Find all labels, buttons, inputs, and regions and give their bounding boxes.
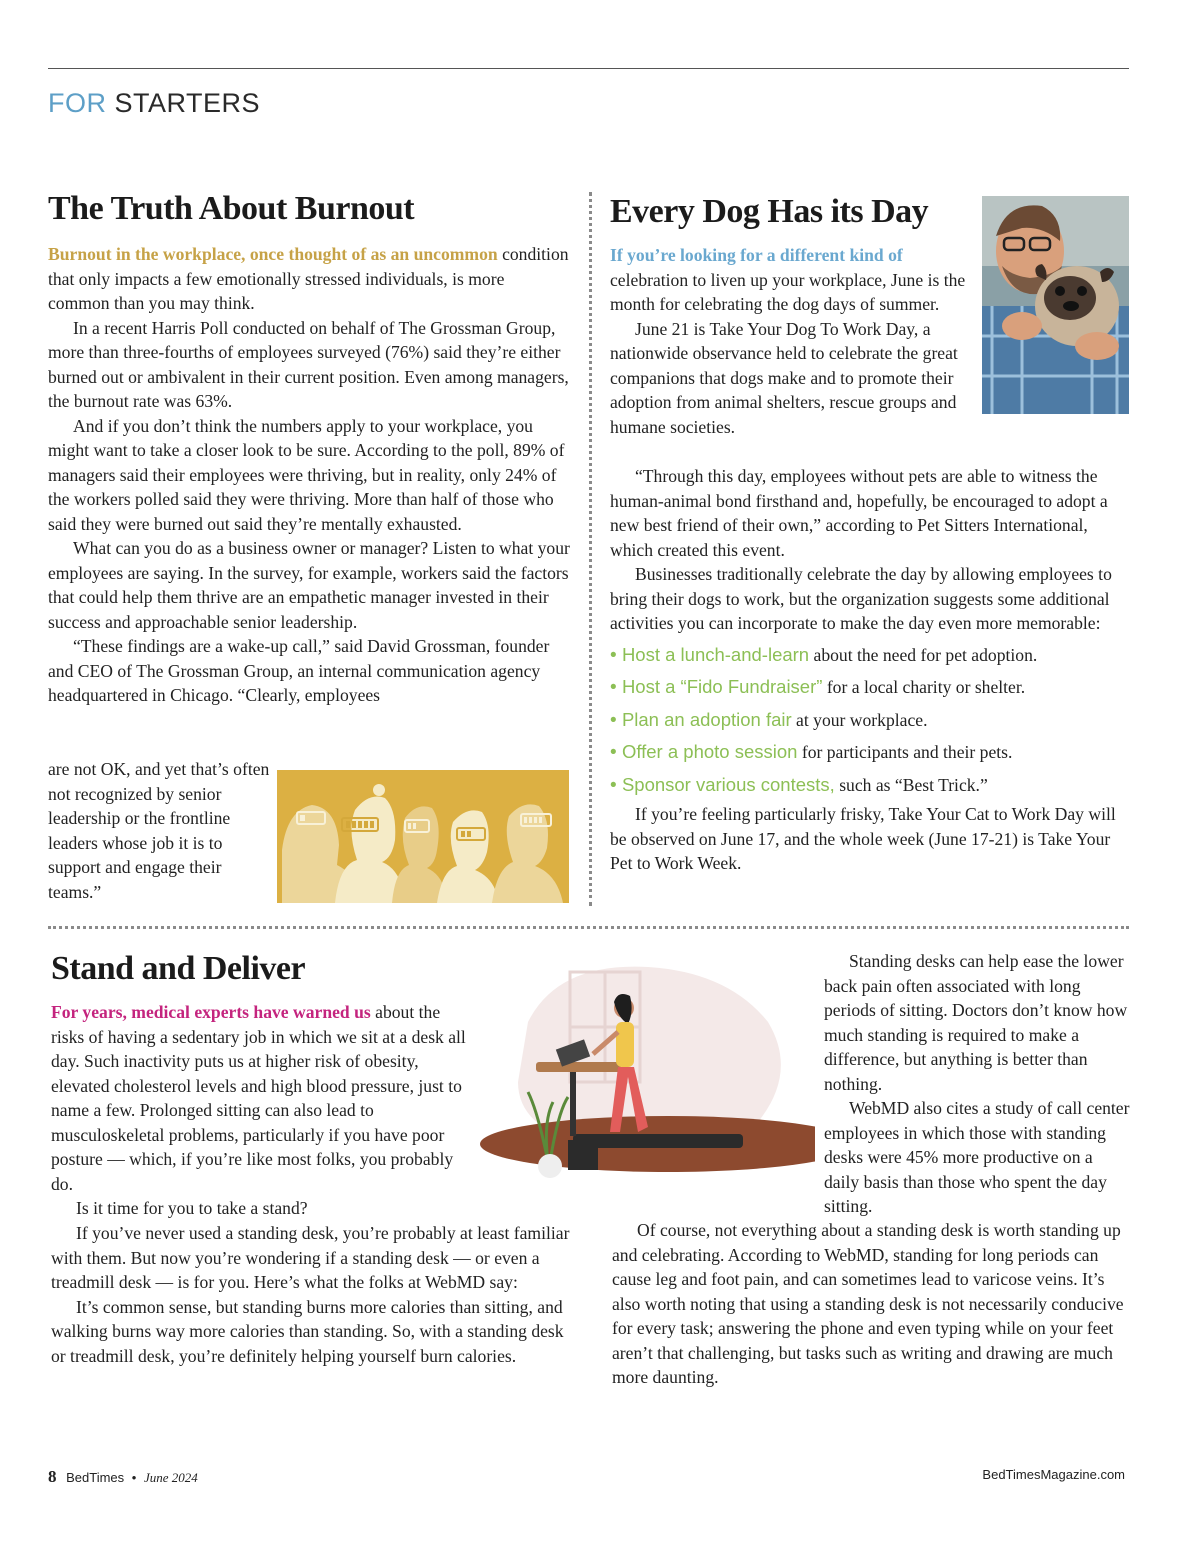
bullet-text: for participants and their pets. [797,742,1013,762]
section-label [48,88,260,119]
burnout-paragraph-3: And if you don’t think the numbers apply to your workplace, you might want to take a closer look to be sure. According to the poll, 89% of managers said their employees were thriving, but in reality, only 24% of the workers polled said they were thriving. More than half of those who said they were burned out said they’re mentally exhausted. [48,415,565,534]
stand-paragraph-2: Is it time for you to take a stand? [76,1198,308,1218]
dog-paragraph-5: If you’re feeling particularly frisky, Take Your Cat to Work Day will be observed on June 17, and the whole week (June 17-21) is Take Your Pet to Work Week. [610,804,1116,873]
bullet-icon: • [610,644,622,666]
burnout-paragraph-5: “These findings are a wake-up call,” said David Grossman, founder and CEO of The Grossman Group, an internal communication agency headquartered in Chicago. “Clearly, employees [48,636,550,705]
burnout-body [48,242,570,708]
list-item [610,707,1130,734]
bullet-icon: • [610,774,622,796]
bullet-icon: • [610,677,622,698]
man-with-pug-icon [982,196,1129,414]
bullet-highlight: Host a “Fido Fundraiser” [621,676,823,697]
bullet-text: about the need for pet adoption. [809,644,1038,665]
dog-photo [982,196,1129,414]
burnout-paragraph-2: In a recent Harris Poll conducted on behalf of The Grossman Group, more than three-fourths of employees surveyed (76%) said they’re either burned out or ambivalent in their current position. Even among managers, the burnout rate was 63%. [48,317,569,411]
footer-left [48,1467,198,1487]
dog-paragraph-2: June 21 is Take Your Dog To Work Day, a nationwide observance held to celebrate the great companions that dogs make and to promote their adoption from animal shelters, rescue groups and humane societies. [610,318,958,437]
burnout-body-continued [48,757,270,904]
stand-paragraph-6: WebMD also cites a study of call center employees in which those with standing desks were 45% more productive on a daily basis than those who spent the day sitting. [824,1098,1130,1216]
footer-website: BedTimesMagazine.com [982,1467,1125,1482]
section-divider [48,926,1129,929]
issue-date: June 2024 [143,1470,198,1485]
list-item [610,739,1130,766]
battery-people-icon [277,770,569,903]
dog-p1-text: celebration to liven up your workplace, June is the month for celebrating the dog days of summer. [610,269,966,314]
bullet-text: at your workplace. [791,709,928,730]
burnout-paragraph-1 [48,242,570,316]
dog-paragraph-3: “Through this day, employees without pets are able to witness the human-animal bond firsthand and, hopefully, be encouraged to adopt a new best friend of their own,” according to Pet Sitters International, which created this event. [610,466,1108,560]
page-number: 8 [48,1467,57,1486]
standing-desk-illustration [478,962,815,1180]
stand-body-lower [51,1221,573,1368]
bullet-icon: • [610,742,622,763]
stand-p1-text: about the risks of having a sedentary job in which we sit at a desk all day. Such inactivity puts us at higher risk of obesity, elevated cholesterol levels and high blood pressure, just to name a few. Prolonged sitting can also lead to musculoskeletal problems, particularly if you have poor posture — which, if you’re like most folks, you probably do. [51,1002,466,1194]
stand-paragraph-4: It’s common sense, but standing burns more calories than sitting, and walking burns way more calories than standing. So, with a standing desk or treadmill desk, you’re definitely helping yourself burn calories. [51,1296,564,1366]
stand-lead: For years, medical experts have warned us [51,1002,371,1022]
bullet-text: such as “Best Trick.” [834,774,988,795]
list-item [610,674,1130,701]
stand-paragraph-1 [51,1000,471,1196]
burnout-paragraph-6: are not OK, and yet that’s often not recognized by senior leadership or the frontline leaders whose job it is to support and engage their teams.” [48,759,270,902]
list-item [610,772,1130,799]
stand-body-right [824,949,1132,1219]
stand-headline: Stand and Deliver [51,950,306,987]
stand-paragraph-3: If you’ve never used a standing desk, you’re probably at least familiar with them. But now you’re wondering if a standing desk — or even a treadmill desk — is for you. Here’s what the folks at WebMD say: [51,1223,570,1292]
section-label-starters: STARTERS [114,88,261,118]
dog-body-lower [610,464,1130,876]
dog-activity-list [610,642,1130,799]
bullet-icon: • [610,709,622,731]
stand-paragraph-5: Standing desks can help ease the lower back pain often associated with long periods of sitting. Doctors don’t know how much standing is required to make a difference, but anything is better than nothing. [824,951,1128,1094]
dog-paragraph-1 [610,243,982,317]
bullet-highlight: Offer a photo session [621,741,798,762]
burnout-paragraph-4: What can you do as a business owner or manager? Listen to what your employees are saying. In the survey, for example, workers said the factors that could help them thrive are an empathetic manager invested in their success and approachable senior leadership. [48,538,570,632]
list-item [610,642,1130,669]
dog-lead: If you’re looking for a different kind of [610,245,903,265]
dog-body-upper [610,243,982,439]
bullet-highlight: Plan an adoption fair [621,708,792,730]
stand-body-right-lower [612,1218,1132,1390]
burnout-headline: The Truth About Burnout [48,190,415,227]
stand-body-upper [51,1000,471,1221]
burnout-p1-text: condition that only impacts a few emotionally stressed individuals, is more common than you may think. [48,244,569,313]
bullet-highlight: Sponsor various contests, [621,773,835,795]
bullet-highlight: Host a lunch-and-learn [621,643,810,665]
column-divider [589,192,592,906]
stand-paragraph-7: Of course, not everything about a standing desk is worth standing up and celebrating. According to WebMD, standing for long periods can cause leg and foot pain, and can sometimes lead to varicose veins. It’s also worth noting that using a standing desk is not necessarily conducive for every task; answering the phone and even typing while on your feet aren’t that challenging, but tasks such as writing and drawing are much more daunting. [612,1220,1124,1387]
burnout-lead: Burnout in the workplace, once thought of as an uncommon [48,244,498,264]
dog-paragraph-4: Businesses traditionally celebrate the day by allowing employees to bring their dogs to work, but the organization suggests some additional activities you can incorporate to make the day even more memorable: [610,564,1112,633]
burnout-illustration [277,770,569,903]
woman-treadmill-desk-icon [478,962,815,1180]
magazine-name: BedTimes [66,1470,125,1485]
top-rule [48,68,1129,69]
footer-separator: • [131,1470,137,1485]
dog-headline: Every Dog Has its Day [610,193,929,230]
section-label-for: FOR [48,88,107,118]
bullet-text: for a local charity or shelter. [822,677,1026,697]
